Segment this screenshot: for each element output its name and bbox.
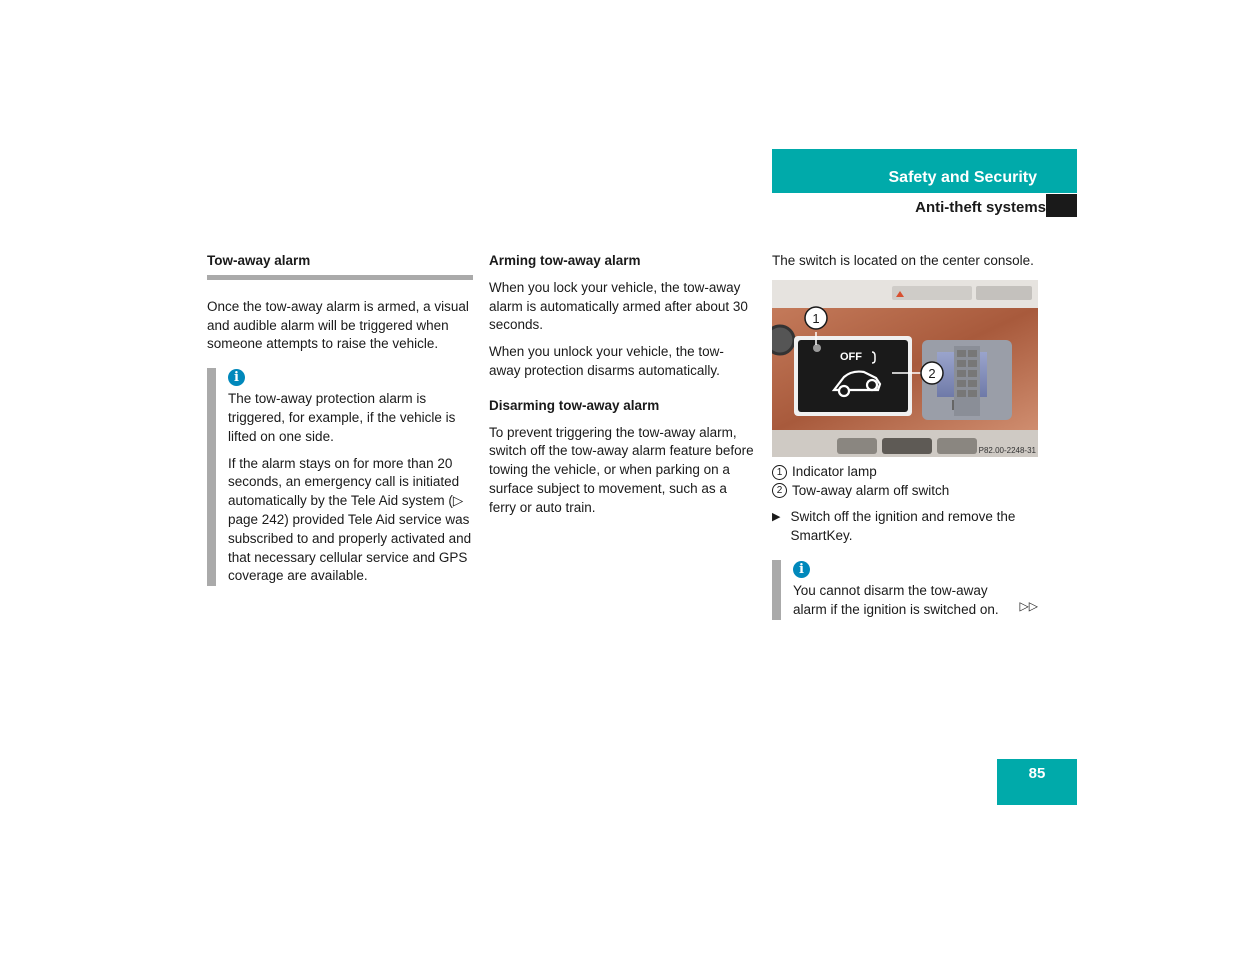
arming-paragraph-2: When you unlock your vehicle, the tow-away protection disarms automatically. xyxy=(489,344,724,378)
section-title: Anti-theft systems xyxy=(915,199,1046,216)
column-3 xyxy=(772,252,1038,620)
info-box-tele-aid xyxy=(207,368,473,586)
center-console-photo xyxy=(772,280,1038,457)
chapter-title: Safety and Security xyxy=(888,169,1037,186)
legend-number-2: 2 xyxy=(772,483,787,498)
figure-legend xyxy=(772,463,1038,501)
heading-rule xyxy=(207,275,473,280)
tow-away-intro: Once the tow-away alarm is armed, a visual and audible alarm will be triggered when someone attempts to raise the vehicle. xyxy=(207,298,469,352)
image-code: P82.00-2248-31 xyxy=(978,445,1036,455)
info-box-ignition xyxy=(772,560,1038,620)
legend-item-1 xyxy=(772,463,1038,482)
arming-paragraph-1: When you lock your vehicle, the tow-away alarm is automatically armed after about 30 seconds. xyxy=(489,279,748,333)
info-bar xyxy=(207,368,216,586)
section-tab-marker xyxy=(1046,194,1077,217)
legend-number-1: 1 xyxy=(772,465,787,480)
continued-arrows-icon: ▷▷ xyxy=(1019,598,1038,613)
arming-heading: Arming tow-away alarm xyxy=(489,253,641,268)
switch-off-label: OFF xyxy=(840,350,862,363)
info-paragraph-2: If the alarm stays on for more than 20 seconds, an emergency call is initiated automatically by the Tele Aid system (▷ page 242) provided Tele Aid service was subscribed to and properly activated and that necessary cellular service and GPS coverage are available. xyxy=(228,455,472,584)
center-console-illustration xyxy=(772,280,1038,457)
info-paragraph-1: The tow-away protection alarm is triggered, for example, if the vehicle is lifted on one side. xyxy=(228,391,456,444)
legend-text-1: Indicator lamp xyxy=(792,463,877,479)
tow-away-alarm-heading: Tow-away alarm xyxy=(207,253,311,268)
legend-item-2 xyxy=(772,482,1038,501)
chapter-header xyxy=(772,149,1077,193)
page-number: 85 xyxy=(997,759,1077,805)
bullet-triangle-icon: ▶ xyxy=(772,511,781,524)
info-ignition-text: You cannot disarm the tow-away alarm if the ignition is switched on. xyxy=(793,582,999,617)
instruction-step xyxy=(772,508,1038,546)
switch-location-text: The switch is located on the center console. xyxy=(772,253,1034,268)
info-icon: i xyxy=(228,369,245,386)
column-2 xyxy=(489,252,755,526)
legend-text-2: Tow-away alarm off switch xyxy=(792,482,950,498)
info-bar xyxy=(772,560,781,620)
indicator-lamp-icon xyxy=(813,344,821,352)
disarming-paragraph: To prevent triggering the tow-away alarm, switch off the tow-away alarm feature before towing the vehicle, or when parking on a surface subject to movement, such as a ferry or auto train. xyxy=(489,424,754,515)
disarming-heading: Disarming tow-away alarm xyxy=(489,397,660,413)
instruction-text: Switch off the ignition and remove the SmartKey. xyxy=(790,509,1016,544)
callout-2: 2 xyxy=(928,365,936,381)
info-icon: i xyxy=(793,561,810,578)
callout-1: 1 xyxy=(812,310,820,326)
column-1 xyxy=(207,252,473,590)
